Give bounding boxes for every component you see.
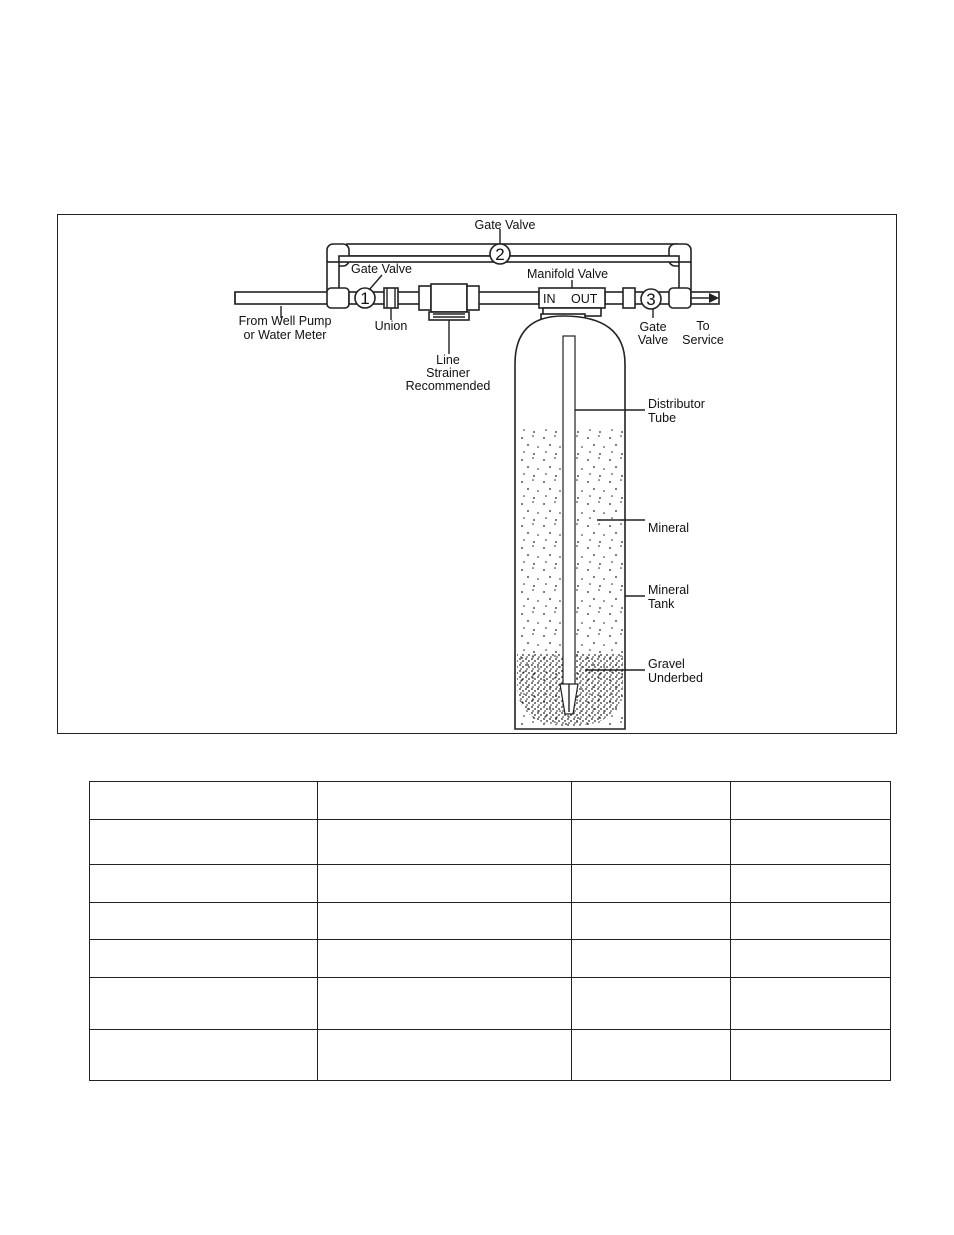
manifold-valve [539, 280, 605, 316]
distributor-tube-label-line1: Distributor [648, 397, 705, 411]
strainer-label-line3: Recommended [405, 379, 491, 393]
table-cell [318, 903, 572, 940]
gate-valve-bypass-label: Gate Valve [474, 218, 536, 232]
table-cell [318, 865, 572, 903]
mineral-tank-label-line2: Tank [648, 597, 675, 611]
table-cell [90, 903, 318, 940]
table-cell [572, 1030, 731, 1081]
strainer-label-line1: Line [436, 353, 460, 367]
strainer-label-line2: Strainer [426, 366, 470, 380]
mineral-label: Mineral [648, 521, 689, 535]
table-cell [731, 978, 891, 1030]
table-cell [731, 903, 891, 940]
valve-number-3: 3 [646, 290, 656, 309]
table-cell [572, 903, 731, 940]
gravel-underbed-label-line2: Underbed [648, 671, 703, 685]
table-row [90, 820, 891, 865]
union-label: Union [374, 319, 408, 333]
outlet-union [623, 288, 635, 308]
gate-valve-out-label-line2: Valve [637, 333, 669, 347]
table-cell [572, 978, 731, 1030]
gate-valve-out-label-line1: Gate [639, 320, 667, 334]
to-service-label-line1: To [696, 319, 710, 333]
table-cell [318, 1030, 572, 1081]
port-in-label: IN [543, 292, 556, 306]
table-cell [318, 940, 572, 978]
valve-number-1: 1 [360, 289, 370, 308]
manifold-valve-label: Manifold Valve [527, 267, 609, 281]
table-cell [318, 782, 572, 820]
table-cell [318, 820, 572, 865]
from-well-label-line1: From Well Pump [238, 314, 332, 328]
gate-valve-inlet-label: Gate Valve [351, 262, 412, 276]
water-softener-diagram [57, 214, 897, 734]
table-cell [90, 940, 318, 978]
union [384, 288, 398, 320]
valve-number-2: 2 [495, 245, 505, 264]
table-cell [731, 1030, 891, 1081]
table-row [90, 782, 891, 820]
table-cell [731, 820, 891, 865]
table-cell [318, 978, 572, 1030]
table-cell [731, 865, 891, 903]
table-cell [572, 940, 731, 978]
line-strainer [419, 284, 479, 354]
specification-table [89, 781, 891, 1081]
table-row [90, 865, 891, 903]
table-cell [731, 782, 891, 820]
table-cell [572, 820, 731, 865]
table-cell [572, 865, 731, 903]
from-well-label-line2: or Water Meter [243, 328, 327, 342]
table-row [90, 978, 891, 1030]
table-cell [90, 1030, 318, 1081]
table-cell [90, 820, 318, 865]
gate-valve-1 [355, 288, 375, 308]
gate-valve-3 [641, 289, 661, 309]
table-row [90, 1030, 891, 1081]
table-cell [90, 782, 318, 820]
to-service-label-line2: Service [682, 333, 724, 347]
mineral-tank [515, 314, 625, 729]
table-cell [572, 782, 731, 820]
distributor-tube-label-line2: Tube [648, 411, 677, 425]
gate-valve-2 [490, 244, 510, 264]
table-cell [90, 978, 318, 1030]
mineral-tank-label-line1: Mineral [648, 583, 689, 597]
table-cell [90, 865, 318, 903]
port-out-label: OUT [571, 292, 598, 306]
table-row [90, 940, 891, 978]
table-row [90, 903, 891, 940]
gravel-underbed-label-line1: Gravel [648, 657, 685, 671]
table-cell [731, 940, 891, 978]
